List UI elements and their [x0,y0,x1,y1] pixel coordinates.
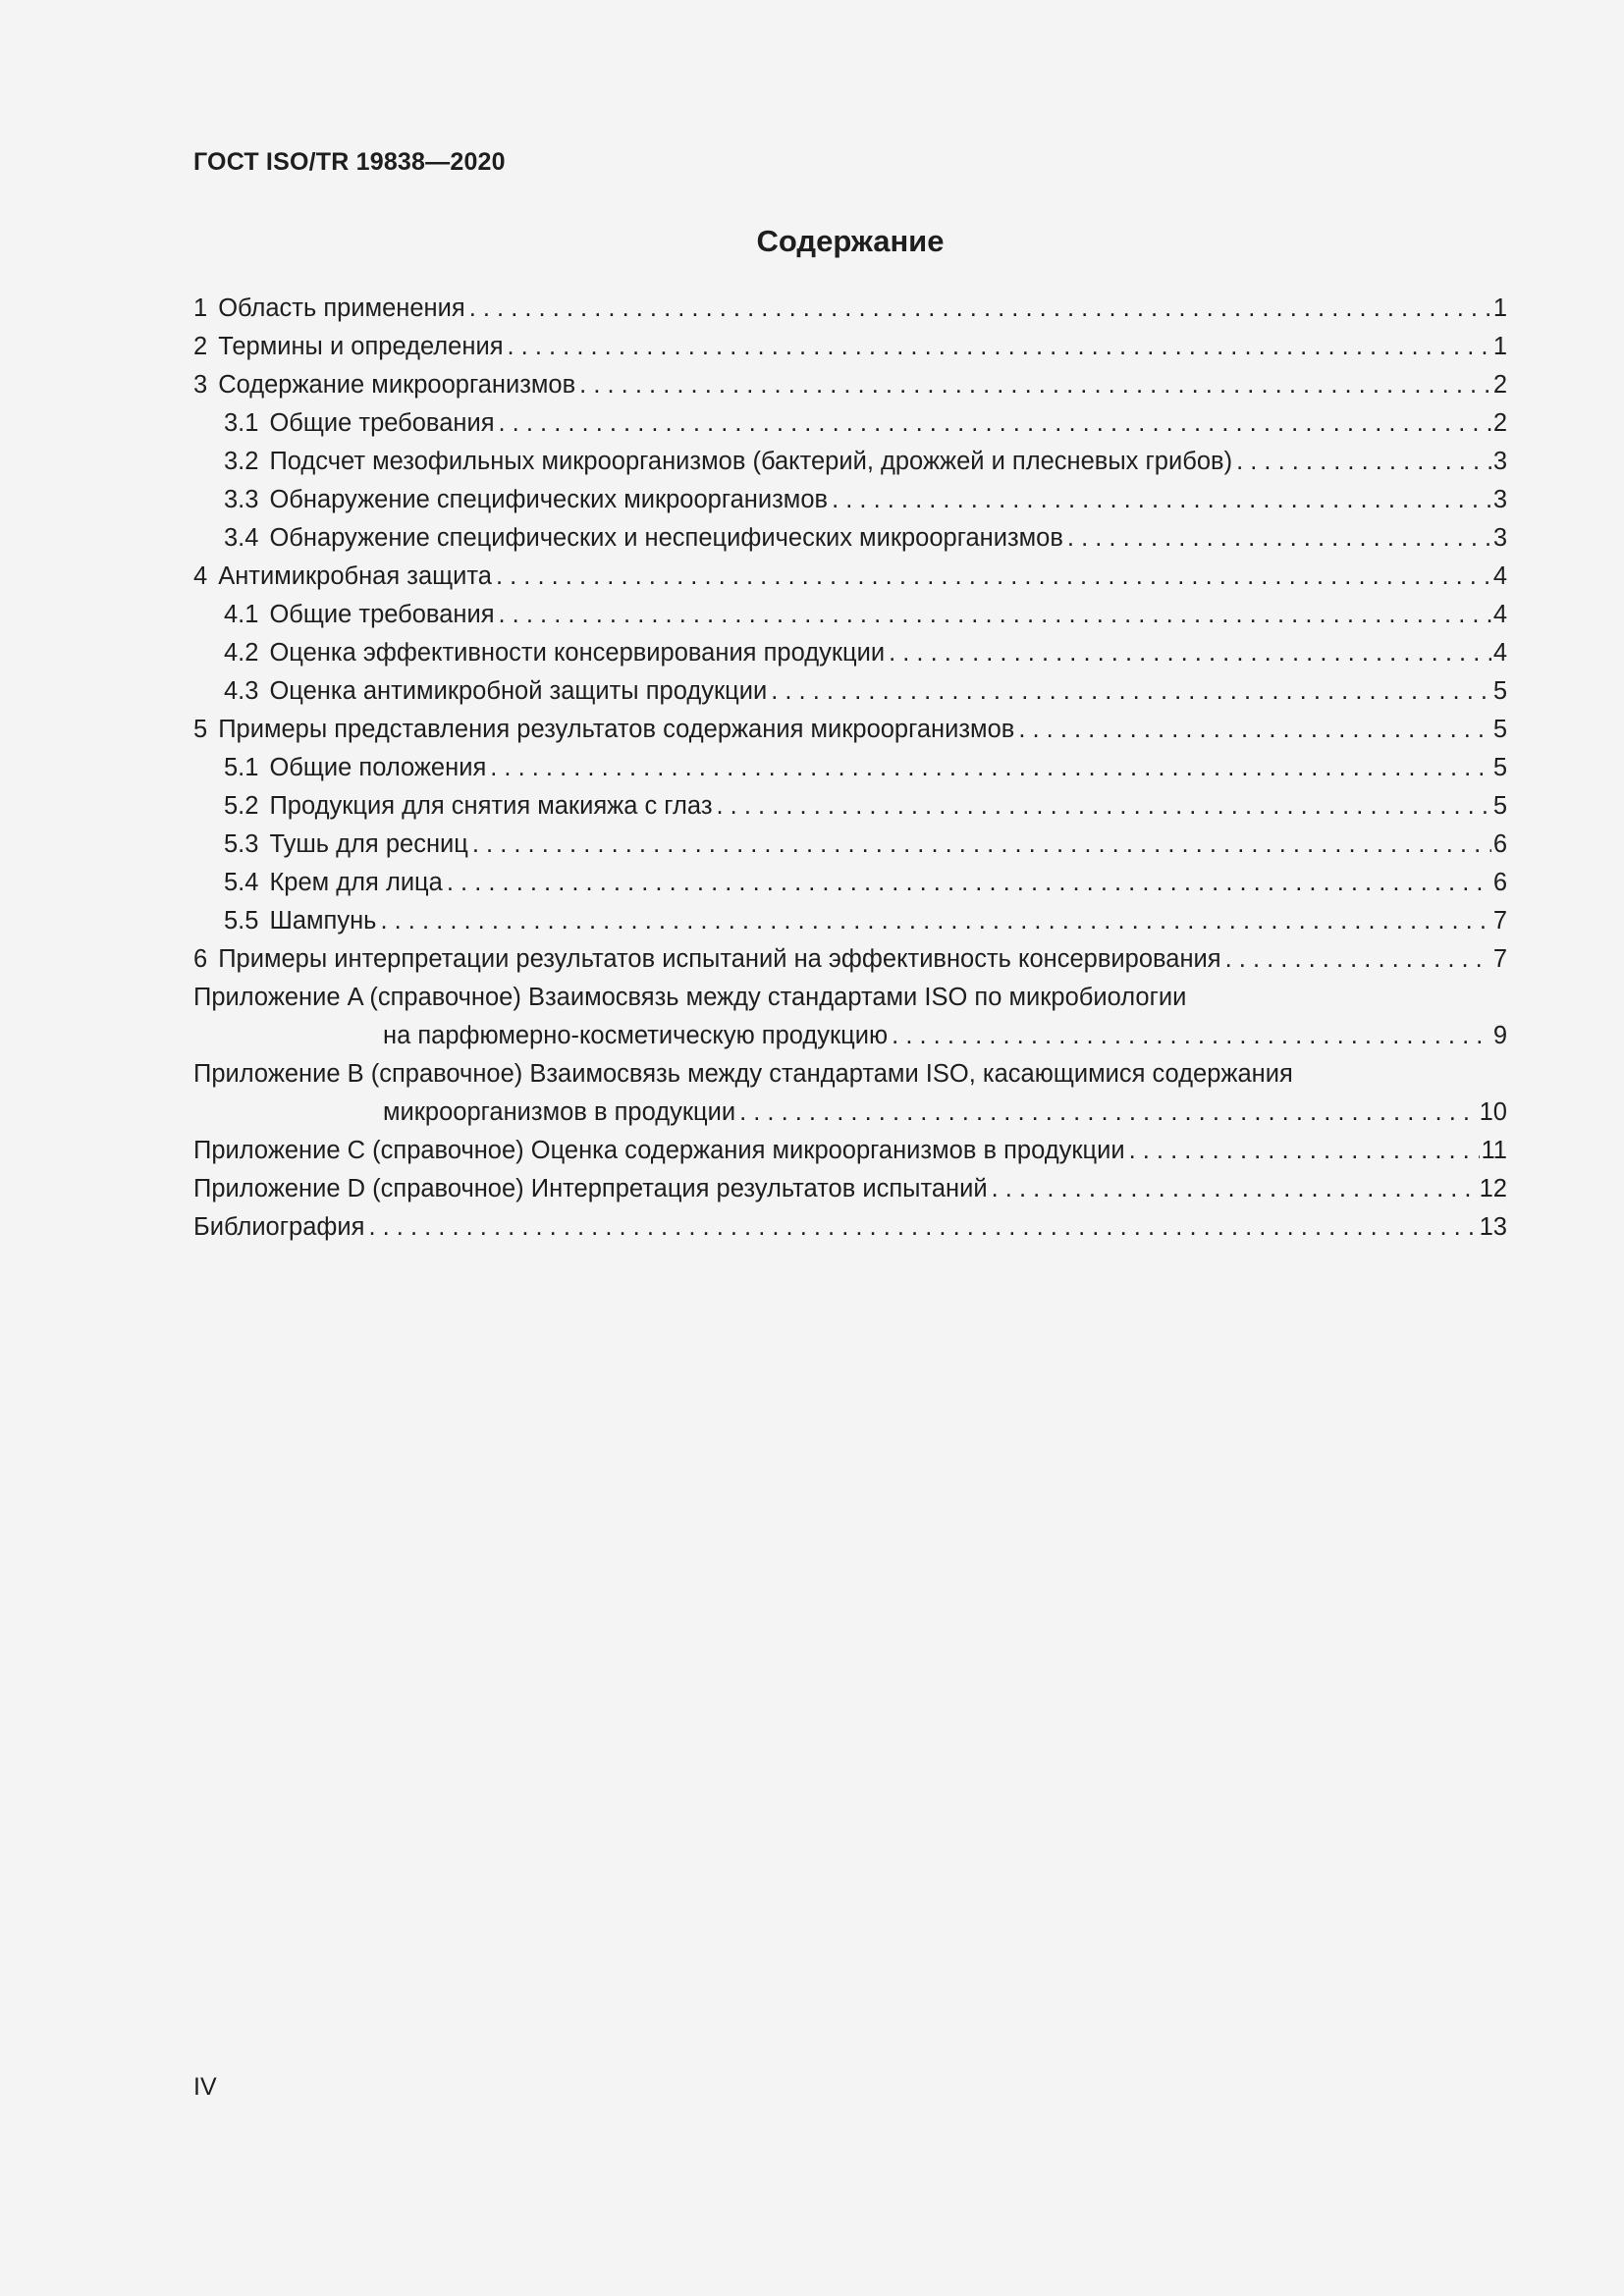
toc-subentry[interactable] [193,749,1507,787]
toc-entry-number: 3.4 [224,524,259,552]
toc-subentry[interactable] [193,634,1507,672]
toc-entry-page: 7 [1492,945,1507,973]
toc-annex-b[interactable] [193,1055,1507,1094]
toc-title: Содержание [756,224,945,258]
dot-leader [447,864,1491,902]
toc-entry-page: 4 [1492,562,1507,590]
toc-bibliography[interactable] [193,1208,1507,1247]
dot-leader [368,1208,1477,1247]
toc-entry-title: Область применения [218,294,465,322]
toc-entry-number: 5.5 [224,907,259,934]
toc-entry-title: Тушь для ресниц [269,830,468,858]
toc-entry-page: 5 [1492,716,1507,743]
toc-entry-page: 13 [1479,1213,1507,1241]
toc-entry-number: 6 [193,945,208,973]
toc-annex-title: Приложение B (справочное) Взаимосвязь между стандартами ISO, касающимися содержания [193,1060,1293,1088]
toc-subentry[interactable] [193,443,1507,481]
dot-leader [579,366,1491,404]
toc-entry-page: 2 [1492,371,1507,399]
toc-entry-number: 4.3 [224,677,259,705]
toc-subentry[interactable] [193,787,1507,826]
toc-entry-number: 3 [193,371,208,399]
toc-subentry[interactable] [193,902,1507,940]
dot-leader [1225,940,1491,979]
document-code: ГОСТ ISO/TR 19838—2020 [193,148,506,176]
dot-leader [508,328,1491,366]
toc-entry-title: Крем для лица [269,869,443,896]
toc-entry[interactable] [193,711,1507,749]
dot-leader [490,749,1491,787]
toc-annex-title-continued: на парфюмерно-косметическую продукцию [383,1022,889,1049]
toc-entry-title: Шампунь [269,907,377,934]
toc-entry-number: 2 [193,333,208,360]
toc-annex-title-continued: микроорганизмов в продукции [383,1098,736,1126]
toc-entry-page: 3 [1492,524,1507,552]
toc-annex-title: Приложение D (справочное) Интерпретация результатов испытаний [193,1175,988,1202]
toc-entry-number: 3.1 [224,409,259,437]
dot-leader [472,826,1491,864]
toc-entry-number: 3.3 [224,486,259,513]
toc-subentry[interactable] [193,864,1507,902]
toc-annex-c[interactable] [193,1132,1507,1170]
toc-entry-title: Примеры представления результатов содержания микроорганизмов [218,716,1015,743]
toc-entry-page: 11 [1481,1137,1507,1164]
toc-entry-page: 4 [1492,601,1507,628]
toc-entry-page: 9 [1492,1022,1507,1049]
dot-leader [739,1094,1478,1132]
toc-entry-title: Продукция для снятия макияжа с глаз [269,792,713,820]
toc-annex-title: Приложение C (справочное) Оценка содержания микроорганизмов в продукции [193,1137,1125,1164]
toc-entry-number: 4.2 [224,639,259,667]
toc-entry-number: 5.4 [224,869,259,896]
toc-subentry[interactable] [193,826,1507,864]
toc-annex-a[interactable] [193,979,1507,1017]
toc-entry-number: 5.3 [224,830,259,858]
toc-subentry[interactable] [193,672,1507,711]
toc-entry[interactable] [193,290,1507,328]
toc-entry-title: Обнаружение специфических и неспецифических микроорганизмов [269,524,1063,552]
toc-entry[interactable] [193,940,1507,979]
dot-leader [771,672,1491,711]
toc-entry-page: 1 [1492,294,1507,322]
dot-leader [469,290,1491,328]
toc-entry-title: Термины и определения [218,333,504,360]
dot-leader [496,558,1491,596]
toc-entry-number: 5.1 [224,754,259,781]
dot-leader [892,1017,1491,1055]
toc-entry-title: Общие положения [269,754,487,781]
dot-leader [499,596,1491,634]
dot-leader [889,634,1491,672]
toc-entry-title: Примеры интерпретации результатов испытаний на эффективность консервирования [218,945,1221,973]
toc-entry-title: Обнаружение специфических микроорганизмов [269,486,829,513]
toc-entry-page: 5 [1492,754,1507,781]
toc-entry-page: 6 [1492,830,1507,858]
toc-subentry[interactable] [193,481,1507,519]
toc-subentry[interactable] [193,519,1507,558]
dot-leader [992,1170,1478,1208]
toc-annex-b-continued[interactable] [193,1094,1507,1132]
toc-entry[interactable] [193,328,1507,366]
toc-annex-d[interactable] [193,1170,1507,1208]
toc-entry[interactable] [193,558,1507,596]
toc-entry-number: 5 [193,716,208,743]
page-number: IV [193,2073,217,2101]
dot-leader [1018,711,1490,749]
toc-entry-page: 3 [1492,448,1507,475]
toc-annex-a-continued[interactable] [193,1017,1507,1055]
toc-entry-page: 5 [1492,677,1507,705]
toc-entry-page: 5 [1492,792,1507,820]
toc-entry-page: 2 [1492,409,1507,437]
toc-entry-number: 4.1 [224,601,259,628]
toc-entry-title: Подсчет мезофильных микроорганизмов (бактерий, дрожжей и плесневых грибов) [269,448,1233,475]
toc-entry-title: Оценка антимикробной защиты продукции [269,677,768,705]
toc-entry-page: 1 [1492,333,1507,360]
toc-entry-title: Антимикробная защита [218,562,492,590]
toc-entry-page: 3 [1492,486,1507,513]
dot-leader [1067,519,1491,558]
dot-leader [832,481,1491,519]
dot-leader [1129,1132,1480,1170]
toc-entry-title: Оценка эффективности консервирования продукции [269,639,886,667]
toc-subentry[interactable] [193,596,1507,634]
toc-entry[interactable] [193,366,1507,404]
dot-leader [499,404,1491,443]
toc-entry-page: 6 [1492,869,1507,896]
toc-annex-title: Приложение A (справочное) Взаимосвязь между стандартами ISO по микробиологии [193,984,1187,1011]
dot-leader [380,902,1490,940]
toc-entry-page: 4 [1492,639,1507,667]
table-of-contents [193,290,1507,1247]
toc-entry-number: 3.2 [224,448,259,475]
dot-leader [717,787,1491,826]
toc-entry-title: Содержание микроорганизмов [218,371,576,399]
toc-entry-page: 12 [1479,1175,1507,1202]
toc-entry-number: 5.2 [224,792,259,820]
dot-leader [1236,443,1491,481]
toc-entry-page: 7 [1492,907,1507,934]
toc-bibliography-title: Библиография [193,1213,365,1241]
toc-subentry[interactable] [193,404,1507,443]
toc-entry-number: 1 [193,294,208,322]
toc-entry-title: Общие требования [269,601,495,628]
toc-entry-title: Общие требования [269,409,495,437]
toc-entry-page: 10 [1479,1098,1507,1126]
toc-entry-number: 4 [193,562,208,590]
